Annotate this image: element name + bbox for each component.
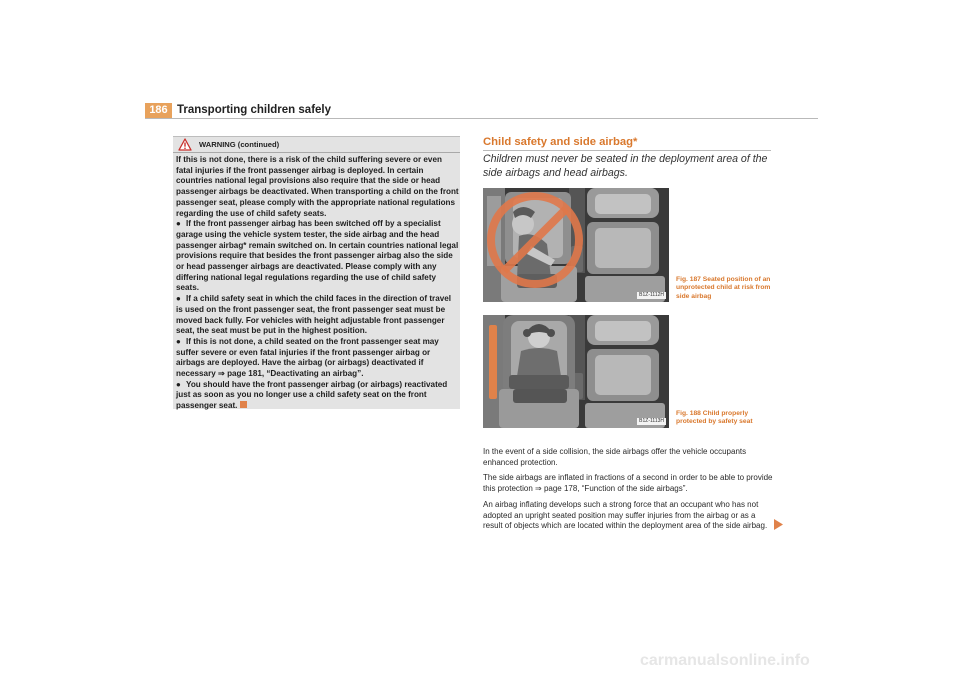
warning-bullet [176,337,459,380]
warning-bullet [176,380,459,412]
bullet-icon: ● [176,294,181,304]
car-seat-illustration [483,188,669,302]
figure-caption: Fig. 188 Child properly protected by safety seat [676,410,753,426]
warning-bullet-text: If a child safety seat in which the child faces in the direction of travel is used on the front passenger seat, the front passenger seat must be moved back fully. For vehicles with height adjustable front passenger seat, the seat must be put in the highest position. [176,294,452,336]
car-seat-illustration [483,315,669,428]
body-paragraph: The side airbags are inflated in fractions of a second in order to be able to provide this protection ⇒ page 178, “Function of the side airbags”. [483,473,773,494]
page-number: 186 [145,103,172,118]
warning-bullet [176,219,459,294]
body-paragraph: In the event of a side collision, the side airbags offer the vehicle occupants enhanced protection. [483,447,747,467]
header-rule [145,118,818,119]
body-text [483,447,775,537]
bullet-icon: ● [176,379,181,389]
figure-protected-child [483,315,669,428]
body-paragraph: An airbag inflating develops such a strong force that an occupant who has not adopted an upright seated position may suffer injuries from the airbag or as a result of objects which are located within the deployment area of the side airbag. [483,499,768,531]
section-title: Child safety and side airbag* [483,136,638,148]
figure-code: B1Z-1113H [639,418,664,424]
warning-text [176,155,459,412]
warning-label: WARNING (continued) [199,140,280,149]
continue-arrow-icon [774,519,783,530]
bullet-icon: ● [176,219,181,229]
figure-unprotected-child [483,188,669,302]
warning-bullet-text: If the front passenger airbag has been switched off by a specialist garage using the vehicle system tester, the side airbag and the head passenger airbag* remain switched on. In certain countries national legal provisions require that besides the front passenger airbag also the side or head passenger airbags are deactivated. Please comply with any differing national legal regulations regarding the use of child safety seats. [176,219,459,293]
bullet-icon: ● [176,336,181,346]
watermark: carmanualsonline.info [640,652,810,669]
figure-caption: Fig. 187 Seated position of an unprotected child at risk from side airbag [676,276,771,300]
warning-bullet-text: You should have the front passenger airbag (or airbags) reactivated just as soon as you no longer use a child safety seat on the front passenger seat. [176,379,448,411]
warning-paragraph: If this is not done, there is a risk of the child suffering severe or even fatal injuries if the front passenger airbag is deployed. In certain countries national legal provisions also require that the side or head passenger airbags be deactivated. When transporting a child on the front passenger seat, please comply with the appropriate national regulations regarding the use of child safety seats. [176,155,459,218]
warning-triangle-icon [178,138,192,151]
warning-bullet-text: If this is not done, a child seated on the front passenger seat may suffer severe or even fatal injuries if the front passenger airbag or airbags are deployed. Have the airbag (or airbags) deactivated if necessary ⇒ page 181, “Deactivating an airbag”. [176,336,439,379]
section-rule [483,150,771,151]
warning-bullet [176,294,459,337]
figure-code: B1Z-1112H [639,292,664,298]
section-intro: Children must never be seated in the deployment area of the side airbags and head airbags. [483,153,768,179]
end-of-section-square-icon [240,401,247,408]
running-header-title: Transporting children safely [177,104,332,116]
